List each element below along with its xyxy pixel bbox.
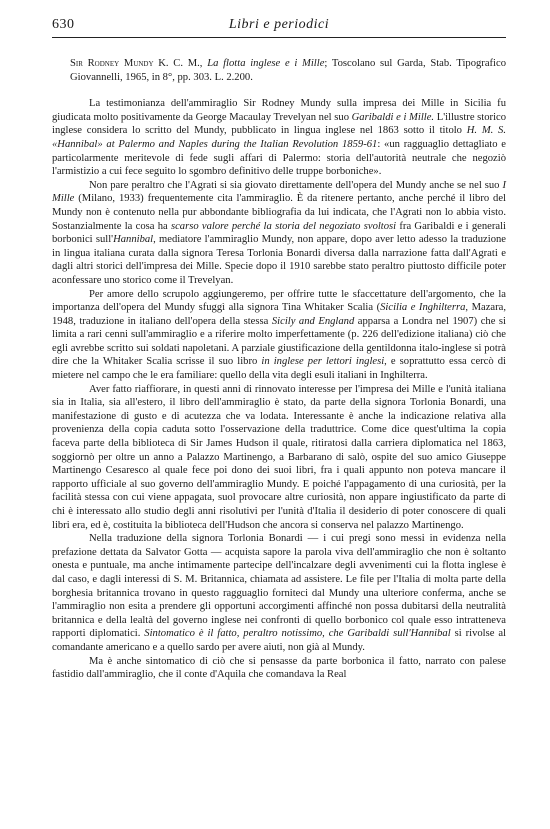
paragraph-text: L'illustre storico inglese considera lo scritto del Mundy, pubblicato in lingua inglese nel 1863 sotto il titolo <box>52 111 507 137</box>
paragraph-text: Nella traduzione della signora Torlonia Bonardi — i cui pregi sono messi in evidenza nella prefazione dettata da Salvator Gotta — acquista sapore la parola viva dell'ammiraglio che non è soltanto onesta e puntuale, ma anche intimamente partecipe dell'incalzare degli avvenimenti cui la flotta inglese è dal caso, e dagli interessi di S. M. Britannica, chiamata ad assistere. Le file per l'Italia di molta parte della borghesia britannica trovano in questo ragguaglio forniteci dal Mundy una ulteriore conferma, anche se l'ammiraglio non esita a prendere gli opportuni accorgimenti affinché non possa dubitarsi della neutralità britannica e della lealtà del governo inglese nei confronti di quello borbonico col quale esso intratteneva rapporti diplomatici. <box>52 533 506 640</box>
paragraph-text: Aver fatto riaffiorare, in questi anni di rinnovato interesse per l'impresa dei Mille e l'unità italiana sia in Italia, sia all'estero, il libro dell'ammiraglio è stato, da parte della signora Torlonia Bonardi, una manifestazione di gusto e di acutezza che va lodata. Interessante è anche la indicazione relativa alla provenienza della copia caduta sotto l'osservazione della traduttrice. Come dice quest'ultima la copia faceva parte della biblioteca di Sir James Hudson il quale, ritiratosi dalla carriera diplomatica nel 1863, soggiornò per oltre un anno a Palazzo Martinengo, a Barbarano di salò, ospite del suo amico Giuseppe Martinengo Cesaresco al quale fece poi dono dei suoi libri, fra i quali appunto non poteva mancare il rapporto ufficiale al suo governo dell'ammiraglio Mundy. E poiché l'appagamento di una curiosità, per la facilità stessa con cui viene appagata, suol provocare altre curiosità, non appare ingiustificato da parte di chi è interessato allo studio degli anni risolutivi per l'unità d'Italia il desiderio di poter conoscere di quali libri era, ed è, costituita la biblioteca dell'Hudson che ancora si conserva nel palazzo Martinengo. <box>52 383 506 531</box>
page-number: 630 <box>52 17 75 32</box>
italic-text: Sintomatico è il fatto, peraltro notissimo, che Garibaldi sull'Hannibal <box>144 628 451 640</box>
paragraph-4 <box>52 383 506 533</box>
italic-text: I Mille <box>52 179 506 205</box>
paragraph-text: : «un ragguaglio dettagliato e particolarmente meritevole di fede sugli affari di Palermo: storia dell'autorità neutrale che negoziò l'armistizio a cui fece seguito lo sgombro definitivo delle truppe borboniche». <box>52 138 506 178</box>
italic-text: Sicilia e Inghilterra <box>380 302 466 314</box>
entry-publication: ; Toscolano sul Garda, Stab. Tipografico Giovannelli, 1965, in 8°, pp. 303. L. 2.200. <box>70 58 506 83</box>
italic-text: Garibaldi e i Mille. <box>351 111 435 123</box>
paragraph-5 <box>52 532 506 654</box>
paragraph-text: apparsa a Londra nel 1907) che si limita a rari cenni sull'ammiraglio e a riferire molto imperfettamente (p. 226 dell'edizione italiana) ciò che egli avrebbe scritto sui soldati napoletani. A parziale giustificazione della gentildonna italo-inglese si potrà dire che la Whitaker Scalia scrisse il suo libro <box>52 315 507 368</box>
paragraph-text: , mediatore l'ammiraglio Mundy, non appare, dopo aver letto adesso la traduzione in lingua italiana curata dalla signora Teresa Torlonia Bonardi diversa dalla narrazione fatta dall'Agrati e dagli altri storici dell'impresa dei Mille. Specie dopo il 1910 sarebbe stato peraltro piuttosto difficile poter aconfessare uno storico come il Trevelyan. <box>52 234 506 286</box>
paragraph-text: (Milano, 1933) frequentemente cita l'ammiraglio. È da ritenere pertanto, anche perché il libro del Mundy non è contenuto nella pur abbondante bibliografia da lui indicata, che l'Agrati non lo abbia visto. Sostanzialmente la cosa ha <box>52 193 506 232</box>
italic-text: in inglese per lettori inglesi <box>261 356 385 368</box>
paragraph-text: Ma è anche sintomatico di ciò che si pensasse da parte borbonica il fatto, narrato con palese fastidio dall'ammiraglio, che il conte d'Aquila che comandava la Real <box>52 655 506 681</box>
italic-text: Sicily and England <box>271 315 355 327</box>
paragraph-6 <box>52 655 506 682</box>
italic-text: Hannibal <box>113 234 154 246</box>
entry-title: La flotta inglese e i Mille <box>207 58 325 69</box>
italic-text: scarso valore perché la storia del negoziato svoltosi <box>170 220 397 232</box>
paragraph-text: Per amore dello scrupolo aggiungeremo, per offrire tutte le sfaccettature dell'argomento, che la importanza dell'opera del Mundy sfuggì alla signora Tina Whitaker Scalia ( <box>52 288 506 314</box>
paragraph-2 <box>52 179 506 288</box>
paragraph-text: fra Garibaldi e i generali borbonici sull' <box>52 220 507 246</box>
paragraph-text: si rivolse al comandante americano e a quello sardo per avere aiuti, non già al Mundy. <box>52 628 506 653</box>
paragraph-text: La testimonianza dell'ammiraglio Sir Rodney Mundy sulla impresa dei Mille in Sicilia fu giudicata molto positivamente da George Macaulay Trevelyan nel suo <box>52 98 506 123</box>
paragraph-text: , Mazara, 1948, traduzione in italiano dell'opera della stessa <box>52 302 506 327</box>
paragraph-1 <box>52 97 506 179</box>
paragraph-text: , e soprattutto essa cercò di mietere nel campo che le era familiare: quello della vita degli esuli italiani in Inghilterra. <box>52 356 506 382</box>
running-header <box>52 17 506 38</box>
italic-text: H. M. S. «Hannibal» at Palermo and Naples during the Italian Revolution 1859-61 <box>52 125 506 150</box>
entry-author: Sir Rodney Mundy K. C. M., <box>70 58 203 69</box>
section-title: Libri e periodici <box>228 17 330 32</box>
paragraph-text: Non pare peraltro che l'Agrati si sia giovato direttamente dell'opera del Mundy anche se nel suo <box>89 179 503 191</box>
paragraph-3 <box>52 288 506 383</box>
bibliographic-entry <box>52 57 506 84</box>
review-body <box>52 57 506 682</box>
